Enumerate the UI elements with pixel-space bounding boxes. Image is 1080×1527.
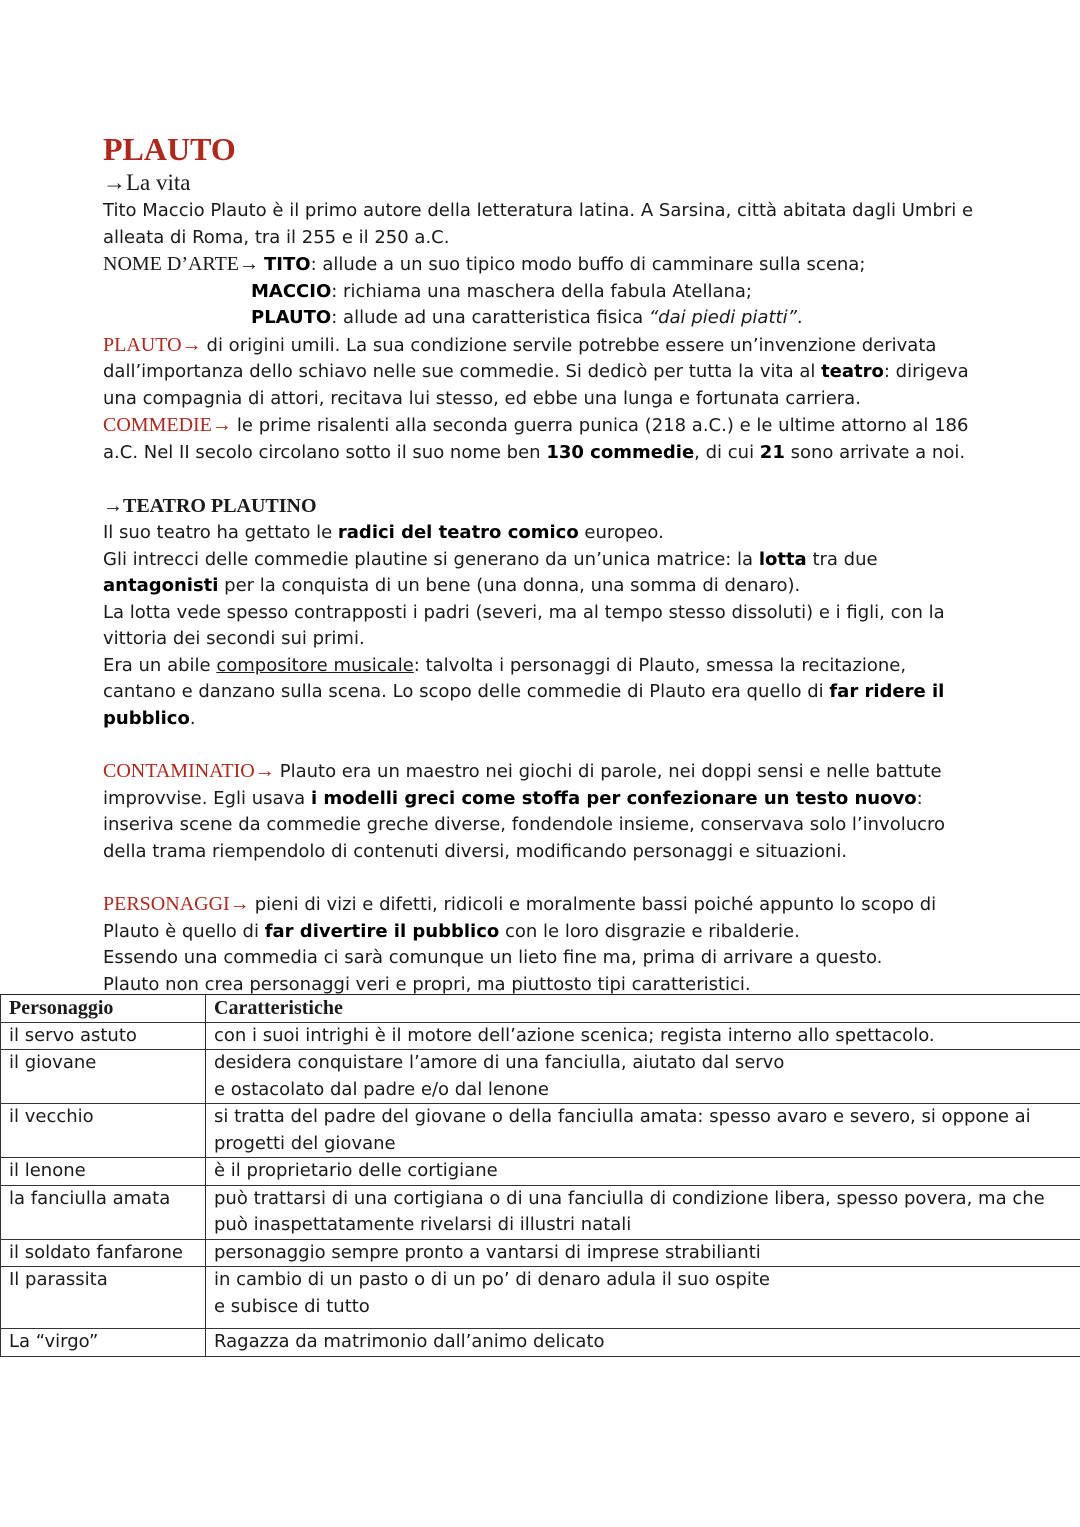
table-row: il giovane desidera conquistare l’amore di una fanciulla, aiutato dal servo e ostacolato dal padre e/o dal lenone bbox=[1, 1050, 1080, 1104]
table-row: il soldato fanfarone personaggio sempre pronto a vantarsi di imprese strabilianti bbox=[1, 1239, 1080, 1267]
plauto-paragraph: PLAUTO→ di origini umili. La sua condizione servile potrebbe essere un’invenzione derivata dall’importanza dello schiavo nelle sue commedie. Si dedicò per tutta la vita al teatro: dirigeva una compagnia di attori, recitava lui stesso, ed ebbe una lunga e fortunata carriera. bbox=[103, 333, 969, 409]
document-body bbox=[103, 130, 983, 998]
maccio-line: MACCIO: richiama una maschera della fabula Atellana; bbox=[251, 280, 752, 302]
contaminatio-paragraph: CONTAMINATIO→ Plauto era un maestro nei giochi di parole, nei doppi sensi e nelle battute improvvise. Egli usava i modelli greci come stoffa per confezionare un testo nuovo: inseriva scene da commedie greche diverse, fondendole insieme, conservava solo l’involucro della trama riempendolo di contenuti diversi, modificando personaggi e situazioni. bbox=[103, 760, 946, 862]
teatro-line-2: Gli intrecci delle commedie plautine si generano da un’unica matrice: la lotta tra due antagonisti per la conquista di un bene (una donna, una somma di denaro). bbox=[103, 548, 878, 596]
personaggi-line-2: Essendo una commedia ci sarà comunque un lieto fine ma, prima di arrivare a questo. bbox=[103, 947, 883, 968]
table-row: il lenone è il proprietario delle cortigiane bbox=[1, 1158, 1080, 1186]
table-row: Il parassita in cambio di un pasto o di un po’ di denaro adula il suo ospite e subisce di tutto bbox=[1, 1267, 1080, 1329]
vita-paragraph: Tito Maccio Plauto è il primo autore della letteratura latina. A Sarsina, città abitata dagli Umbri e alleata di Roma, tra il 255 e il 250 a.C. bbox=[103, 200, 974, 248]
teatro-line-4: Era un abile compositore musicale: talvolta i personaggi di Plauto, smessa la recitazione, cantano e danzano sulla scena. Lo scopo delle commedie di Plauto era quello di far ridere il pubblico. bbox=[103, 654, 945, 729]
table-header-personaggio: Personaggio bbox=[1, 995, 206, 1023]
personaggi-line-3: Plauto non crea personaggi veri e propri, ma piuttosto tipi caratteristici. bbox=[103, 973, 751, 995]
teatro-line-3: La lotta vede spesso contrapposti i padri (severi, ma al tempo stesso dissoluti) e i figli, con la vittoria dei secondi sui primi. bbox=[103, 601, 945, 649]
commedie-paragraph: COMMEDIE→ le prime risalenti alla seconda guerra punica (218 a.C.) e le ultime attorno al 186 a.C. Nel II secolo circolano sotto il suo nome ben 130 commedie, di cui 21 sono arrivate a noi. bbox=[103, 414, 969, 463]
section-heading-vita: →La vita bbox=[103, 170, 191, 195]
table-row: La “virgo” Ragazza da matrimonio dall’animo delicato bbox=[1, 1329, 1080, 1357]
teatro-line-1: Il suo teatro ha gettato le radici del teatro comico europeo. bbox=[103, 522, 664, 543]
table-row: la fanciulla amata può trattarsi di una cortigiana o di una fanciulla di condizione libera, spesso povera, ma che può inaspettatamente rivelarsi di illustri natali bbox=[1, 1185, 1080, 1239]
table-header bbox=[1, 995, 1080, 1023]
table-row: il vecchio si tratta del padre del giovane o della fanciulla amata: spesso avaro e severo, si oppone ai progetti del giovane bbox=[1, 1104, 1080, 1158]
section-heading-teatro: →TEATRO PLAUTINO bbox=[103, 495, 317, 517]
table-header-caratteristiche: Caratteristiche bbox=[206, 995, 1080, 1023]
personaggi-table bbox=[0, 994, 1080, 1357]
personaggi-paragraph: PERSONAGGI→ pieni di vizi e difetti, ridicoli e moralmente bassi poiché appunto lo scopo di Plauto è quello di far divertire il pubblico con le loro disgrazie e ribalderie. bbox=[103, 893, 937, 942]
nome-arte-line: NOME D’ARTE→ TITO: allude a un suo tipico modo buffo di camminare sulla scena; bbox=[103, 253, 866, 275]
table-row: il servo astuto con i suoi intrighi è il motore dell’azione scenica; regista interno allo spettacolo. bbox=[1, 1022, 1080, 1050]
page-title: PLAUTO bbox=[103, 131, 236, 167]
plauto-line: PLAUTO: allude ad una caratteristica fisica “dai piedi piatti”. bbox=[251, 307, 803, 328]
